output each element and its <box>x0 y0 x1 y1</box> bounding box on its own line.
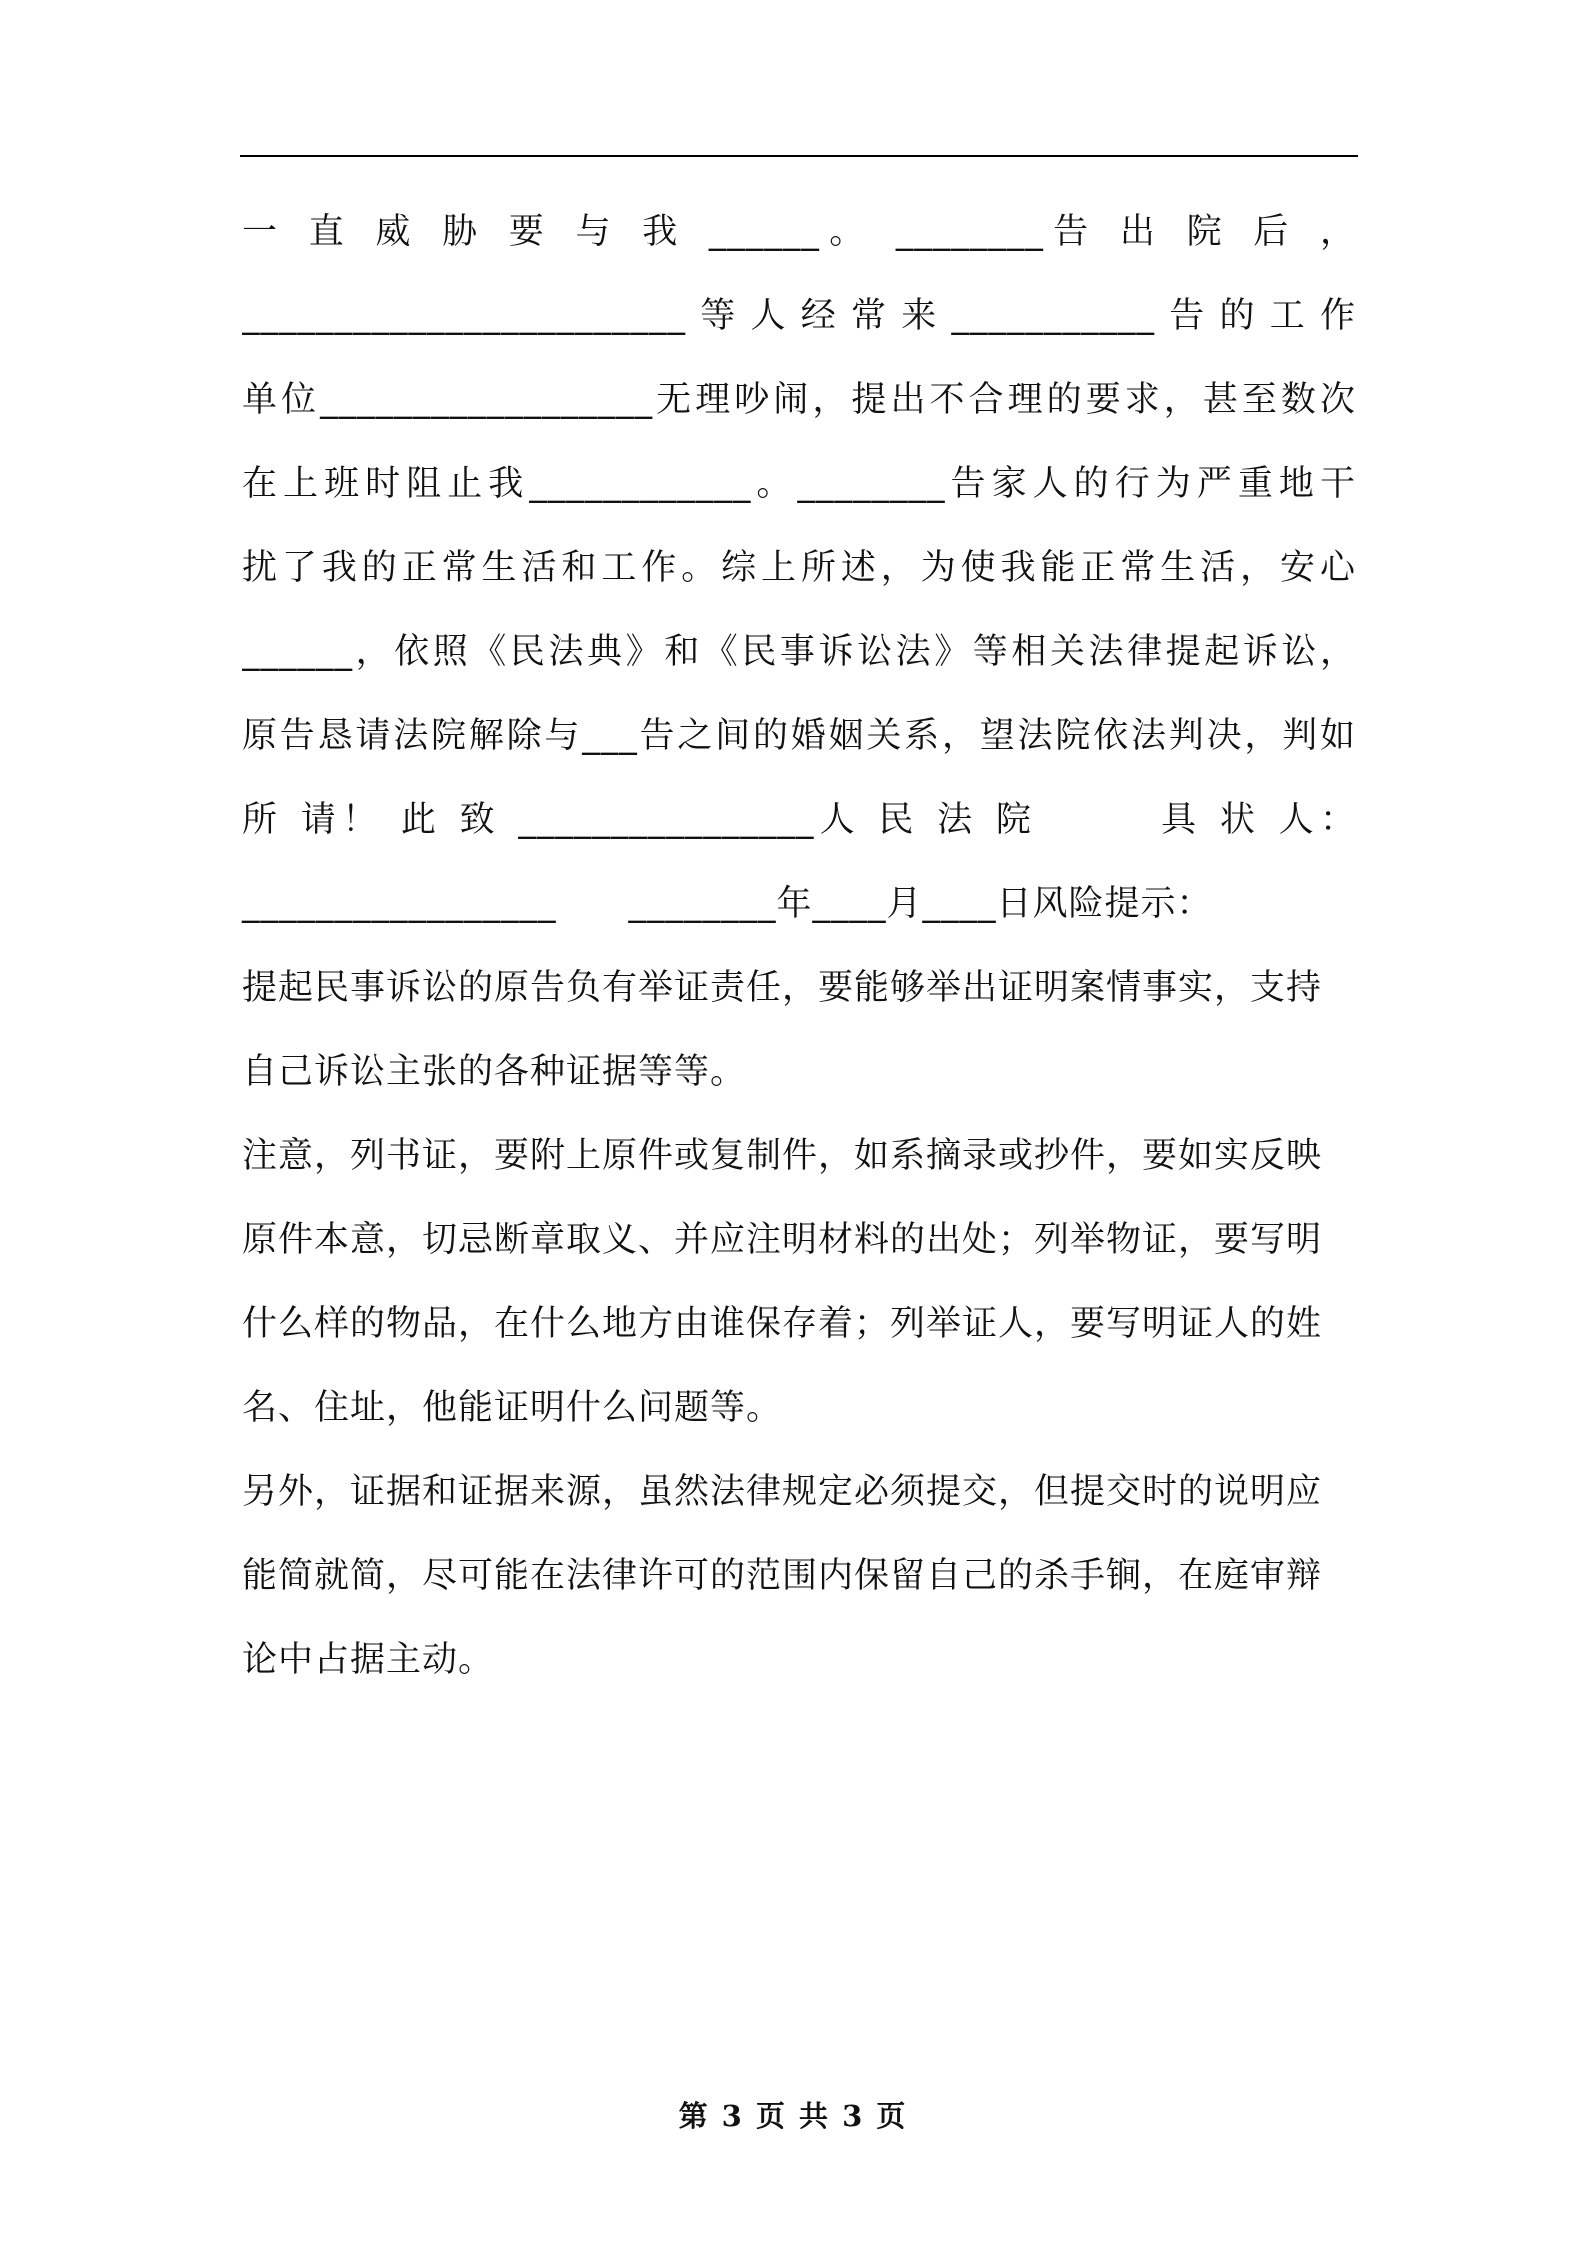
body-line: 扰了我的正常生活和工作。综上所述，为使我能正常生活，安心 <box>242 548 1356 588</box>
page-number: 第 3 页 共 3 页 <box>678 2099 908 2133</box>
body-line: 单位__________________无理吵闹，提出不合理的要求，甚至数次 <box>242 380 1356 420</box>
body-line: _________________ ________年____月____日风险提示： <box>242 884 1213 924</box>
body-line: ________________________等人经常来___________告的工作 <box>242 296 1356 336</box>
document-body <box>242 190 1356 1702</box>
header-rule <box>240 155 1358 157</box>
evidence-source-paragraph: 另外，证据和证据来源，虽然法律规定必须提交，但提交时的说明应能简就简，尽可能在法律许可的范围内保留自己的杀手锏，在庭审辩论中占据主动。 <box>242 1472 1323 1680</box>
evidence-note-paragraph: 注意，列书证，要附上原件或复制件，如系摘录或抄件，要如实反映原件本意，切忌断章取义、并应注明材料的出处；列举物证，要写明什么样的物品，在什么地方由谁保存着；列举证人，要写明证人的姓名、住址，他能证明什么问题等。 <box>242 1136 1323 1428</box>
body-line: 原告恳请法院解除与___告之间的婚姻关系，望法院依法判决，判如 <box>242 716 1356 756</box>
body-line: 所 请！ 此 致 ________________人 民 法 院 具 状 人： <box>242 800 1356 840</box>
body-line: ______，依照《民法典》和《民事诉讼法》等相关法律提起诉讼， <box>242 632 1356 672</box>
body-line: 一 直 威 胁 要 与 我 ______。 ________告 出 院 后 ， <box>242 212 1356 252</box>
risk-paragraph: 提起民事诉讼的原告负有举证责任，要能够举出证明案情事实，支持自己诉讼主张的各种证据等等。 <box>242 968 1323 1092</box>
body-line: 在上班时阻止我____________。________告家人的行为严重地干 <box>242 464 1356 504</box>
